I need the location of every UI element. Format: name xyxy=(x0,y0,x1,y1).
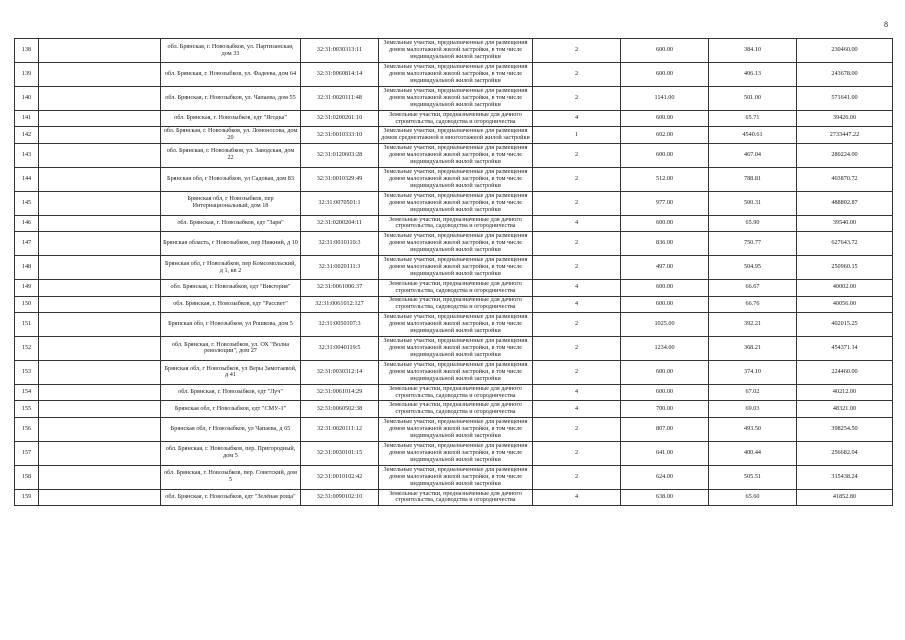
table-row xyxy=(15,296,893,312)
address-cell: обл. Брянская, г. Новозыбков, едт "Виктория" xyxy=(161,280,301,296)
cadastral-value-cell: 40056.00 xyxy=(797,296,893,312)
group-cell: 4 xyxy=(533,384,621,400)
area-cell: 600.00 xyxy=(621,280,709,296)
area-cell: 600.00 xyxy=(621,63,709,87)
cadastral-value-cell: 402015.25 xyxy=(797,312,893,336)
address-cell: обл. Брянская, г. Новозыбков, ул. ОХ "Волна революции", дом 27 xyxy=(161,336,301,360)
row-number: 150 xyxy=(15,296,39,312)
table-row xyxy=(15,401,893,417)
area-cell: 1025.00 xyxy=(621,312,709,336)
empty-cell xyxy=(39,296,161,312)
table-row xyxy=(15,489,893,505)
table-row xyxy=(15,441,893,465)
table-row xyxy=(15,39,893,63)
land-use-cell: Земельные участки, предназначенные для дачного строительства, садоводства и огородничества xyxy=(379,296,533,312)
address-cell: Брянская обл, г Новозыбков, ул Веры Замотаевой, д 41 xyxy=(161,360,301,384)
cadastral-number-cell: 32:31:0010110:3 xyxy=(301,232,379,256)
specific-value-cell: 69.03 xyxy=(709,401,797,417)
address-cell: обл. Брянская, г. Новозыбков, едт "Зелёная роща" xyxy=(161,489,301,505)
empty-cell xyxy=(39,127,161,143)
area-cell: 600.00 xyxy=(621,143,709,167)
cadastral-number-cell: 32:31:0020111:48 xyxy=(301,87,379,111)
cadastral-number-cell: 32:31:0061014:29 xyxy=(301,384,379,400)
area-cell: 807.00 xyxy=(621,417,709,441)
cadastral-number-cell: 32:31:0050107:3 xyxy=(301,312,379,336)
table-row xyxy=(15,111,893,127)
cadastral-number-cell: 32:31:0070501:1 xyxy=(301,191,379,215)
land-use-cell: Земельные участки, предназначенные для дачного строительства, садоводства и огородничества xyxy=(379,111,533,127)
area-cell: 497.00 xyxy=(621,256,709,280)
address-cell: обл. Брянская, г. Новозыбков, ул. Ломоносова, дом 20 xyxy=(161,127,301,143)
row-number: 147 xyxy=(15,232,39,256)
cadastral-number-cell: 32:31:0061012:127 xyxy=(301,296,379,312)
area-cell: 1234.00 xyxy=(621,336,709,360)
cadastral-number-cell: 32:31:0061006:37 xyxy=(301,280,379,296)
cadastral-value-cell: 571641.00 xyxy=(797,87,893,111)
table-row xyxy=(15,465,893,489)
cadastral-value-cell: 627643.72 xyxy=(797,232,893,256)
empty-cell xyxy=(39,215,161,231)
specific-value-cell: 406.13 xyxy=(709,63,797,87)
group-cell: 4 xyxy=(533,401,621,417)
cadastral-value-cell: 48321.00 xyxy=(797,401,893,417)
cadastral-value-cell: 256682.04 xyxy=(797,441,893,465)
table-body xyxy=(15,39,893,506)
row-number: 153 xyxy=(15,360,39,384)
area-cell: 624.00 xyxy=(621,465,709,489)
cadastral-value-cell: 41852.80 xyxy=(797,489,893,505)
specific-value-cell: 65.90 xyxy=(709,215,797,231)
cadastral-value-cell: 454371.14 xyxy=(797,336,893,360)
area-cell: 638.00 xyxy=(621,489,709,505)
specific-value-cell: 66.67 xyxy=(709,280,797,296)
specific-value-cell: 66.76 xyxy=(709,296,797,312)
specific-value-cell: 493.50 xyxy=(709,417,797,441)
cadastral-value-cell: 39540.00 xyxy=(797,215,893,231)
address-cell: обл. Брянская, г. Новозыбков, едт "Рассвет" xyxy=(161,296,301,312)
group-cell: 2 xyxy=(533,465,621,489)
group-cell: 1 xyxy=(533,127,621,143)
area-cell: 600.00 xyxy=(621,384,709,400)
cadastral-number-cell: 32:31:0060502:38 xyxy=(301,401,379,417)
address-cell: обл. Брянская, г. Новозыбков, пер. Советский, дом 5 xyxy=(161,465,301,489)
cadastral-number-cell: 32:31:0040119:5 xyxy=(301,336,379,360)
area-cell: 600.00 xyxy=(621,360,709,384)
row-number: 143 xyxy=(15,143,39,167)
address-cell: Брянская область, г Новозыбков, пер Нижний, д 10 xyxy=(161,232,301,256)
address-cell: обл. Брянская, г. Новозыбков, ул. Заводская, дом 22 xyxy=(161,143,301,167)
group-cell: 2 xyxy=(533,143,621,167)
table-row xyxy=(15,191,893,215)
empty-cell xyxy=(39,441,161,465)
row-number: 146 xyxy=(15,215,39,231)
specific-value-cell: 500.31 xyxy=(709,191,797,215)
row-number: 141 xyxy=(15,111,39,127)
cadastral-value-cell: 224460.00 xyxy=(797,360,893,384)
cadastral-number-cell: 32:31:0200201:10 xyxy=(301,111,379,127)
empty-cell xyxy=(39,384,161,400)
row-number: 159 xyxy=(15,489,39,505)
land-use-cell: Земельные участки, предназначенные для размещения домов малоэтажной жилой застройки, в том числе индивидуальной жилой застройки xyxy=(379,360,533,384)
address-cell: Брянская обл, г Новозыбков, ул Чапаева, д 65 xyxy=(161,417,301,441)
group-cell: 2 xyxy=(533,63,621,87)
row-number: 151 xyxy=(15,312,39,336)
table-row xyxy=(15,232,893,256)
empty-cell xyxy=(39,465,161,489)
table-row xyxy=(15,256,893,280)
area-cell: 700.00 xyxy=(621,401,709,417)
cadastral-number-cell: 32:31:0030313:11 xyxy=(301,39,379,63)
table-row xyxy=(15,127,893,143)
empty-cell xyxy=(39,336,161,360)
group-cell: 4 xyxy=(533,215,621,231)
address-cell: обл. Брянская, г. Новозыбков, пер. Пригородный, дом 5 xyxy=(161,441,301,465)
group-cell: 4 xyxy=(533,296,621,312)
address-cell: обл. Брянская, г. Новозыбков, едт "Ягодка" xyxy=(161,111,301,127)
area-cell: 1141.00 xyxy=(621,87,709,111)
land-use-cell: Земельные участки, предназначенные для размещения домов малоэтажной жилой застройки, в том числе индивидуальной жилой застройки xyxy=(379,87,533,111)
table-row xyxy=(15,384,893,400)
specific-value-cell: 788.81 xyxy=(709,167,797,191)
cadastral-number-cell: 32:31:0010329:49 xyxy=(301,167,379,191)
table-row xyxy=(15,417,893,441)
cadastral-value-cell: 280224.00 xyxy=(797,143,893,167)
address-cell: обл. Брянская, г. Новозыбков, ул. Фадеева, дом 64 xyxy=(161,63,301,87)
row-number: 140 xyxy=(15,87,39,111)
specific-value-cell: 505.51 xyxy=(709,465,797,489)
empty-cell xyxy=(39,312,161,336)
specific-value-cell: 374.10 xyxy=(709,360,797,384)
table-row xyxy=(15,215,893,231)
empty-cell xyxy=(39,191,161,215)
empty-cell xyxy=(39,256,161,280)
row-number: 138 xyxy=(15,39,39,63)
address-cell: Брянская обл, г Новозыбков, едт "СМУ-1" xyxy=(161,401,301,417)
cadastral-number-cell: 32:31:0200204:11 xyxy=(301,215,379,231)
row-number: 154 xyxy=(15,384,39,400)
table-row xyxy=(15,360,893,384)
group-cell: 2 xyxy=(533,167,621,191)
table-row xyxy=(15,167,893,191)
empty-cell xyxy=(39,401,161,417)
group-cell: 2 xyxy=(533,256,621,280)
page-number: 8 xyxy=(884,20,888,29)
cadastral-number-cell: 32:31:0010102:42 xyxy=(301,465,379,489)
empty-cell xyxy=(39,143,161,167)
area-cell: 600.00 xyxy=(621,296,709,312)
land-use-cell: Земельные участки, предназначенные для размещения домов малоэтажной жилой застройки, в том числе индивидуальной жилой застройки xyxy=(379,191,533,215)
specific-value-cell: 4540.61 xyxy=(709,127,797,143)
table-row xyxy=(15,63,893,87)
specific-value-cell: 368.21 xyxy=(709,336,797,360)
land-use-cell: Земельные участки, предназначенные для размещения домов малоэтажной жилой застройки, в том числе индивидуальной жилой застройки xyxy=(379,417,533,441)
empty-cell xyxy=(39,280,161,296)
land-use-cell: Земельные участки, предназначенные для дачного строительства, садоводства и огородничества xyxy=(379,489,533,505)
cadastral-number-cell: 32:31:0020111:12 xyxy=(301,417,379,441)
address-cell: обл. Брянская, г. Новозыбков, ул. Партизанская, дом 33 xyxy=(161,39,301,63)
land-use-cell: Земельные участки, предназначенные для размещения домов среднеэтажной и многоэтажной жилой застройки xyxy=(379,127,533,143)
cadastral-number-cell: 32:31:0090102:10 xyxy=(301,489,379,505)
cadastral-value-cell: 40212.00 xyxy=(797,384,893,400)
empty-cell xyxy=(39,111,161,127)
land-use-cell: Земельные участки, предназначенные для размещения домов малоэтажной жилой застройки, в том числе индивидуальной жилой застройки xyxy=(379,256,533,280)
area-cell: 600.00 xyxy=(621,39,709,63)
specific-value-cell: 384.10 xyxy=(709,39,797,63)
row-number: 142 xyxy=(15,127,39,143)
land-registry-table xyxy=(14,38,893,506)
empty-cell xyxy=(39,232,161,256)
address-cell: Брянская обл, г Новозыбков, пер Интернациональный, дом 18 xyxy=(161,191,301,215)
area-cell: 512.00 xyxy=(621,167,709,191)
cadastral-value-cell: 315438.24 xyxy=(797,465,893,489)
specific-value-cell: 67.02 xyxy=(709,384,797,400)
row-number: 157 xyxy=(15,441,39,465)
row-number: 139 xyxy=(15,63,39,87)
group-cell: 2 xyxy=(533,417,621,441)
land-use-cell: Земельные участки, предназначенные для дачного строительства, садоводства и огородничества xyxy=(379,280,533,296)
area-cell: 600.00 xyxy=(621,111,709,127)
row-number: 145 xyxy=(15,191,39,215)
cadastral-value-cell: 250960.15 xyxy=(797,256,893,280)
land-use-cell: Земельные участки, предназначенные для размещения домов малоэтажной жилой застройки, в том числе индивидуальной жилой застройки xyxy=(379,39,533,63)
cadastral-number-cell: 32:31:0120603:28 xyxy=(301,143,379,167)
cadastral-number-cell: 32:31:0030312:14 xyxy=(301,360,379,384)
group-cell: 2 xyxy=(533,336,621,360)
cadastral-number-cell: 32:31:0020111:3 xyxy=(301,256,379,280)
table-row xyxy=(15,312,893,336)
specific-value-cell: 400.44 xyxy=(709,441,797,465)
area-cell: 641.00 xyxy=(621,441,709,465)
address-cell: обл. Брянская, г. Новозыбков, едт "Луч" xyxy=(161,384,301,400)
cadastral-value-cell: 40002.00 xyxy=(797,280,893,296)
address-cell: обл. Брянская, г. Новозыбков, ул. Чапаева, дом 55 xyxy=(161,87,301,111)
land-use-cell: Земельные участки, предназначенные для размещения домов малоэтажной жилой застройки, в том числе индивидуальной жилой застройки xyxy=(379,441,533,465)
row-number: 144 xyxy=(15,167,39,191)
empty-cell xyxy=(39,63,161,87)
group-cell: 2 xyxy=(533,312,621,336)
row-number: 158 xyxy=(15,465,39,489)
land-use-cell: Земельные участки, предназначенные для размещения домов малоэтажной жилой застройки, в том числе индивидуальной жилой застройки xyxy=(379,63,533,87)
group-cell: 2 xyxy=(533,191,621,215)
area-cell: 602.00 xyxy=(621,127,709,143)
land-use-cell: Земельные участки, предназначенные для размещения домов малоэтажной жилой застройки, в том числе индивидуальной жилой застройки xyxy=(379,336,533,360)
cadastral-value-cell: 398254.50 xyxy=(797,417,893,441)
land-use-cell: Земельные участки, предназначенные для размещения домов малоэтажной жилой застройки, в том числе индивидуальной жилой застройки xyxy=(379,312,533,336)
land-use-cell: Земельные участки, предназначенные для дачного строительства, садоводства и огородничества xyxy=(379,384,533,400)
specific-value-cell: 65.60 xyxy=(709,489,797,505)
table-row xyxy=(15,280,893,296)
cadastral-value-cell: 488802.87 xyxy=(797,191,893,215)
specific-value-cell: 392.21 xyxy=(709,312,797,336)
empty-cell xyxy=(39,39,161,63)
group-cell: 2 xyxy=(533,441,621,465)
land-use-cell: Земельные участки, предназначенные для дачного строительства, садоводства и огородничества xyxy=(379,215,533,231)
land-use-cell: Земельные участки, предназначенные для размещения домов малоэтажной жилой застройки, в том числе индивидуальной жилой застройки xyxy=(379,143,533,167)
cadastral-value-cell: 243678.00 xyxy=(797,63,893,87)
row-number: 155 xyxy=(15,401,39,417)
row-number: 148 xyxy=(15,256,39,280)
address-cell: обл. Брянская, г. Новозыбков, едт "Заря" xyxy=(161,215,301,231)
cadastral-value-cell: 403870.72 xyxy=(797,167,893,191)
specific-value-cell: 750.77 xyxy=(709,232,797,256)
group-cell: 4 xyxy=(533,489,621,505)
specific-value-cell: 467.04 xyxy=(709,143,797,167)
group-cell: 2 xyxy=(533,360,621,384)
empty-cell xyxy=(39,417,161,441)
address-cell: Брянская обл, г Новозыбков, ул Рошкова, дом 5 xyxy=(161,312,301,336)
row-number: 152 xyxy=(15,336,39,360)
table-row xyxy=(15,336,893,360)
row-number: 149 xyxy=(15,280,39,296)
empty-cell xyxy=(39,167,161,191)
land-use-cell: Земельные участки, предназначенные для размещения домов малоэтажной жилой застройки, в том числе индивидуальной жилой застройки xyxy=(379,465,533,489)
area-cell: 836.00 xyxy=(621,232,709,256)
table-row xyxy=(15,143,893,167)
empty-cell xyxy=(39,87,161,111)
land-use-cell: Земельные участки, предназначенные для размещения домов малоэтажной жилой застройки, в том числе индивидуальной жилой застройки xyxy=(379,167,533,191)
table-row xyxy=(15,87,893,111)
cadastral-number-cell: 32:31:0030101:15 xyxy=(301,441,379,465)
cadastral-value-cell: 230460.00 xyxy=(797,39,893,63)
group-cell: 4 xyxy=(533,111,621,127)
group-cell: 2 xyxy=(533,39,621,63)
empty-cell xyxy=(39,360,161,384)
group-cell: 2 xyxy=(533,87,621,111)
cadastral-number-cell: 32:31:0010333:10 xyxy=(301,127,379,143)
cadastral-value-cell: 2733447.22 xyxy=(797,127,893,143)
cadastral-value-cell: 39426.00 xyxy=(797,111,893,127)
address-cell: Брянская обл, г Новозыбков, ул Садовая, дом 83 xyxy=(161,167,301,191)
row-number: 156 xyxy=(15,417,39,441)
specific-value-cell: 504.95 xyxy=(709,256,797,280)
cadastral-number-cell: 32:31:0060814:14 xyxy=(301,63,379,87)
specific-value-cell: 65.71 xyxy=(709,111,797,127)
specific-value-cell: 501.00 xyxy=(709,87,797,111)
land-use-cell: Земельные участки, предназначенные для дачного строительства, садоводства и огородничества xyxy=(379,401,533,417)
address-cell: Брянская обл, г Новозыбков, пер Комсомольский, д 1, кв 2 xyxy=(161,256,301,280)
group-cell: 4 xyxy=(533,280,621,296)
empty-cell xyxy=(39,489,161,505)
land-use-cell: Земельные участки, предназначенные для размещения домов малоэтажной жилой застройки, в том числе индивидуальной жилой застройки xyxy=(379,232,533,256)
area-cell: 600.00 xyxy=(621,215,709,231)
group-cell: 2 xyxy=(533,232,621,256)
area-cell: 977.00 xyxy=(621,191,709,215)
